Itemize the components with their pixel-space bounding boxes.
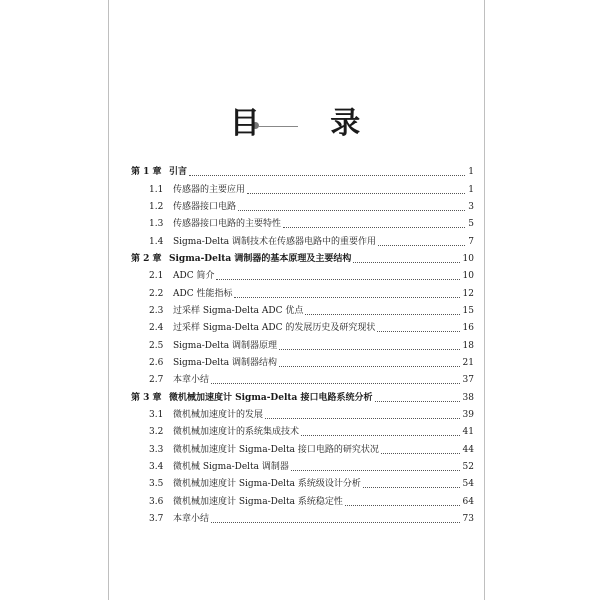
toc-page-number: 10 <box>462 253 474 264</box>
toc-entry-title: 过采样 Sigma-Delta ADC 的发展历史及研究现状 <box>173 323 376 334</box>
table-of-contents <box>131 161 474 525</box>
toc-dot-leader <box>211 522 460 523</box>
toc-entry-number: 2.5 <box>149 340 164 351</box>
toc-entry-title: Sigma-Delta 调制器结构 <box>173 357 278 368</box>
toc-entry-title: Sigma-Delta 调制技术在传感器电路中的重要作用 <box>173 236 377 247</box>
toc-section-row[interactable] <box>131 213 474 230</box>
toc-page-number: 44 <box>462 444 474 455</box>
toc-page-number: 38 <box>462 392 474 403</box>
toc-entry-number: 2.1 <box>149 271 164 282</box>
toc-chapter-row[interactable] <box>131 386 474 403</box>
toc-entry-title: Sigma-Delta 调制器的基本原理及主要结构 <box>169 253 352 264</box>
toc-section-row[interactable] <box>131 265 474 282</box>
toc-dot-leader <box>247 193 465 194</box>
toc-chapter-row[interactable] <box>131 248 474 265</box>
toc-dot-leader <box>305 314 459 315</box>
toc-dot-leader <box>189 175 465 176</box>
toc-page-number: 21 <box>462 357 474 368</box>
toc-entry-title: 微机械加速度计 Sigma-Delta 接口电路系统分析 <box>169 392 373 403</box>
toc-section-row[interactable] <box>131 473 474 490</box>
toc-dot-leader <box>265 418 460 419</box>
toc-entry-number: 3.2 <box>149 427 164 438</box>
page-right-edge <box>484 0 485 600</box>
toc-page-number: 10 <box>462 271 474 282</box>
toc-page-number: 18 <box>462 340 474 351</box>
toc-page-number: 39 <box>462 409 474 420</box>
toc-entry-number: 1.3 <box>149 219 164 230</box>
toc-entry-number: 2.4 <box>149 323 164 334</box>
toc-entry-title: 引言 <box>169 167 188 178</box>
toc-dot-leader <box>234 297 459 298</box>
toc-entry-number: 第 2 章 <box>131 253 162 264</box>
toc-entry-title: 本章小结 <box>173 513 210 524</box>
toc-entry-title: 微机械加速度计 Sigma-Delta 系统稳定性 <box>173 496 343 507</box>
toc-entry-number: 2.3 <box>149 305 164 316</box>
toc-dot-leader <box>377 331 459 332</box>
toc-entry-title: Sigma-Delta 调制器原理 <box>173 340 278 351</box>
toc-entry-number: 1.1 <box>149 184 164 195</box>
toc-entry-title: 过采样 Sigma-Delta ADC 优点 <box>173 305 304 316</box>
toc-entry-number: 3.7 <box>149 513 164 524</box>
toc-chapter-row[interactable] <box>131 161 474 178</box>
toc-entry-number: 3.4 <box>149 461 164 472</box>
toc-entry-title: 微机械加速度计的发展 <box>173 409 264 420</box>
toc-section-row[interactable] <box>131 230 474 247</box>
toc-entry-title: 微机械加速度计 Sigma-Delta 系统级设计分析 <box>173 479 361 490</box>
toc-dot-leader <box>375 401 460 402</box>
toc-page-number: 16 <box>462 323 474 334</box>
toc-section-row[interactable] <box>131 196 474 213</box>
toc-entry-number: 3.3 <box>149 444 164 455</box>
toc-section-row[interactable] <box>131 317 474 334</box>
toc-page-number: 1 <box>468 167 474 178</box>
page-title: 目 录 <box>229 106 391 141</box>
toc-dot-leader <box>279 366 460 367</box>
toc-entry-title: 微机械加速度计 Sigma-Delta 接口电路的研究状况 <box>173 444 379 455</box>
toc-section-row[interactable] <box>131 456 474 473</box>
toc-page-number: 64 <box>462 496 474 507</box>
toc-section-row[interactable] <box>131 334 474 351</box>
toc-section-row[interactable] <box>131 369 474 386</box>
toc-page-number: 52 <box>462 461 474 472</box>
toc-dot-leader <box>378 245 465 246</box>
toc-entry-title: 微机械加速度计的系统集成技术 <box>173 427 300 438</box>
toc-page-number: 41 <box>462 427 474 438</box>
toc-page-number: 5 <box>468 219 474 230</box>
page-left-edge <box>108 0 109 600</box>
toc-page-number: 7 <box>468 236 474 247</box>
toc-section-row[interactable] <box>131 438 474 455</box>
toc-section-row[interactable] <box>131 508 474 525</box>
toc-dot-leader <box>238 210 465 211</box>
toc-entry-number: 3.1 <box>149 409 164 420</box>
toc-entry-number: 1.4 <box>149 236 164 247</box>
toc-page-number: 1 <box>468 184 474 195</box>
toc-section-row[interactable] <box>131 404 474 421</box>
toc-section-row[interactable] <box>131 490 474 507</box>
toc-dot-leader <box>211 383 460 384</box>
toc-entry-number: 1.2 <box>149 201 164 212</box>
toc-entry-title: ADC 性能指标 <box>173 288 233 299</box>
toc-entry-title: 传感器接口电路的主要特性 <box>173 219 282 230</box>
toc-dot-leader <box>216 279 459 280</box>
toc-page-number: 37 <box>462 375 474 386</box>
toc-dot-leader <box>345 505 460 506</box>
toc-section-row[interactable] <box>131 352 474 369</box>
toc-page-number: 73 <box>462 513 474 524</box>
toc-page-number: 54 <box>462 479 474 490</box>
toc-entry-number: 第 3 章 <box>131 392 162 403</box>
toc-section-row[interactable] <box>131 421 474 438</box>
toc-page-number: 12 <box>462 288 474 299</box>
toc-entry-number: 2.2 <box>149 288 164 299</box>
toc-dot-leader <box>381 453 460 454</box>
toc-entry-number: 2.7 <box>149 375 164 386</box>
toc-dot-leader <box>353 262 459 263</box>
toc-entry-title: 微机械 Sigma-Delta 调制器 <box>173 461 289 472</box>
toc-dot-leader <box>279 349 460 350</box>
toc-entry-title: 本章小结 <box>173 375 210 386</box>
toc-section-row[interactable] <box>131 178 474 195</box>
toc-dot-leader <box>301 435 460 436</box>
toc-entry-title: 传感器接口电路 <box>173 201 237 212</box>
toc-page-number: 15 <box>462 305 474 316</box>
toc-entry-title: 传感器的主要应用 <box>173 184 246 195</box>
toc-entry-number: 2.6 <box>149 357 164 368</box>
toc-dot-leader <box>291 470 460 471</box>
toc-entry-number: 3.5 <box>149 479 164 490</box>
toc-entry-title: ADC 简介 <box>173 271 215 282</box>
toc-section-row[interactable] <box>131 300 474 317</box>
toc-entry-number: 第 1 章 <box>131 167 162 178</box>
toc-entry-number: 3.6 <box>149 496 164 507</box>
toc-dot-leader <box>363 487 460 488</box>
toc-page-number: 3 <box>468 201 474 212</box>
toc-section-row[interactable] <box>131 282 474 299</box>
toc-dot-leader <box>283 227 465 228</box>
